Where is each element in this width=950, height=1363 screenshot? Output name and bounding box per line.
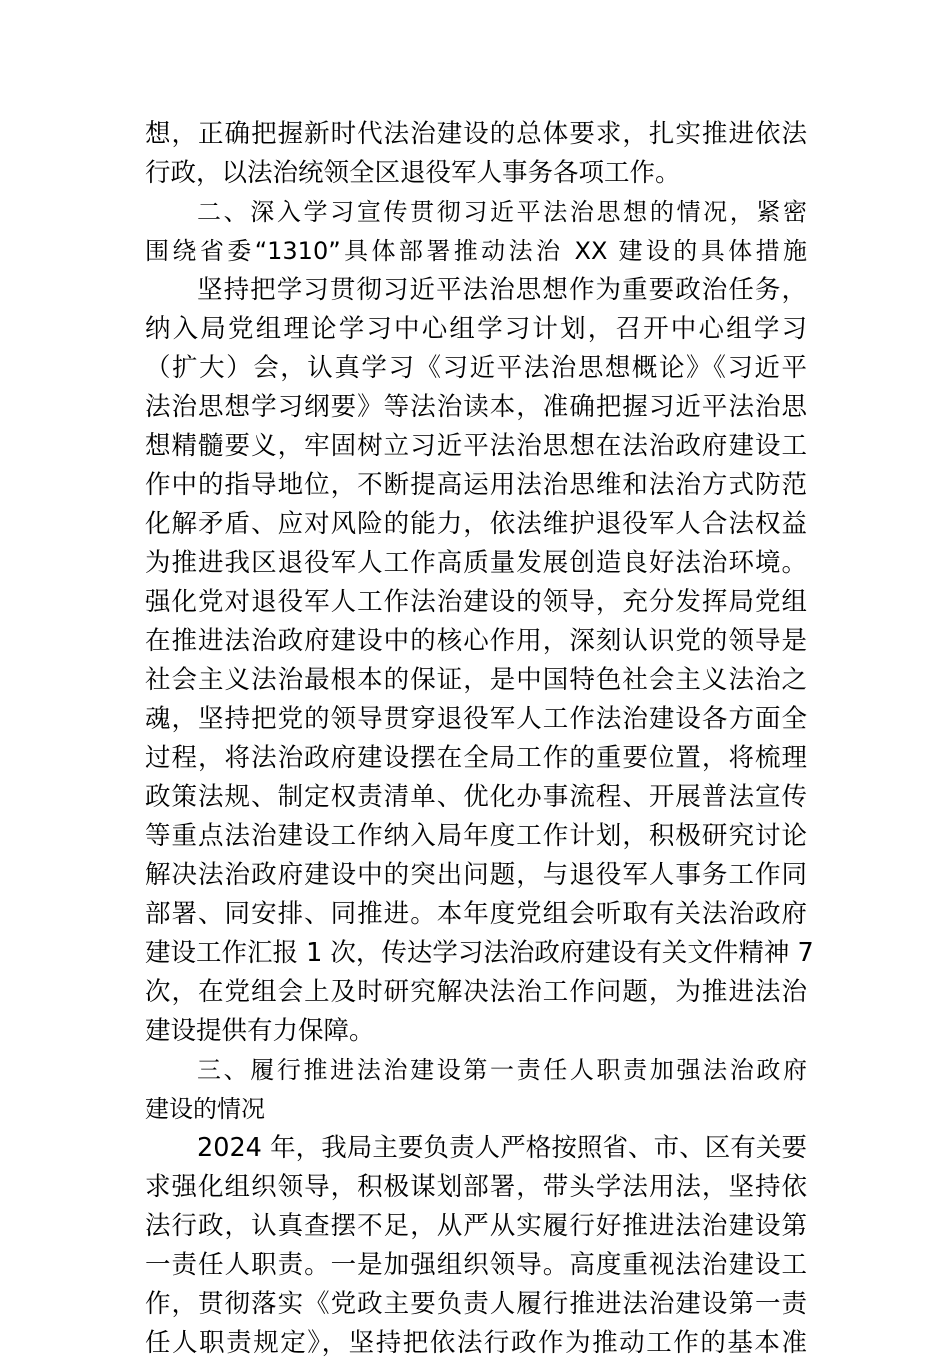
heading-line: 围绕省委“1310”具体部署推动法治 XX 建设的具体措施 bbox=[145, 237, 807, 265]
text-line: 作中的指导地位，不断提高运用法治思维和法治方式防范 bbox=[145, 470, 807, 500]
section-heading-two bbox=[145, 193, 807, 271]
text-line: 过程，将法治政府建设摆在全局工作的重要位置，将梳理 bbox=[145, 743, 807, 773]
text-line: 任人职责规定》，坚持把依法行政作为推动工作的基本准 bbox=[145, 1328, 807, 1358]
text-line: 政策法规、制定权责清单、优化办事流程、开展普法宣传 bbox=[145, 782, 807, 812]
text-line: 想，正确把握新时代法治建设的总体要求，扎实推进依法 bbox=[145, 119, 807, 149]
paragraph-section-three-body bbox=[145, 1129, 807, 1363]
paragraph-continuation bbox=[145, 115, 807, 193]
text-line: （扩大）会，认真学习《习近平法治思想概论》《习近平 bbox=[145, 353, 807, 383]
text-line: 社会主义法治最根本的保证，是中国特色社会主义法治之 bbox=[145, 665, 807, 695]
text-line: 法行政，认真查摆不足，从严从实履行好推进法治建设第 bbox=[145, 1211, 807, 1241]
text-line: 作，贯彻落实《党政主要负责人履行推进法治建设第一责 bbox=[145, 1289, 807, 1319]
text-line: 纳入局党组理论学习中心组学习计划，召开中心组学习 bbox=[145, 314, 807, 344]
text-line: 化解矛盾、应对风险的能力，依法维护退役军人合法权益 bbox=[145, 509, 807, 539]
document-page bbox=[145, 115, 814, 1363]
text-line: 想精髓要义，牢固树立习近平法治思想在法治政府建设工 bbox=[145, 431, 807, 461]
heading-line: 建设的情况 bbox=[145, 1095, 265, 1123]
text-line: 强化党对退役军人工作法治建设的领导，充分发挥局党组 bbox=[145, 587, 807, 617]
text-line: 2024 年，我局主要负责人严格按照省、市、区有关要 bbox=[197, 1133, 807, 1163]
text-line: 为推进我区退役军人工作高质量发展创造良好法治环境。 bbox=[145, 548, 807, 578]
text-line: 法治思想学习纲要》等法治读本，准确把握习近平法治思 bbox=[145, 392, 807, 422]
heading-line: 三、履行推进法治建设第一责任人职责加强法治政府 bbox=[197, 1056, 807, 1084]
text-line: 一责任人职责。一是加强组织领导。高度重视法治建设工 bbox=[145, 1250, 807, 1280]
text-line: 部署、同安排、同推进。本年度党组会听取有关法治政府 bbox=[145, 899, 807, 929]
section-heading-three bbox=[145, 1051, 807, 1129]
paragraph-section-two-body bbox=[145, 271, 814, 1051]
text-line: 求强化组织领导，积极谋划部署，带头学法用法，坚持依 bbox=[145, 1172, 807, 1202]
text-line: 等重点法治建设工作纳入局年度工作计划，积极研究讨论 bbox=[145, 821, 807, 851]
text-line: 行政，以法治统领全区退役军人事务各项工作。 bbox=[145, 158, 681, 188]
text-line: 解决法治政府建设中的突出问题，与退役军人事务工作同 bbox=[145, 860, 807, 890]
text-line: 魂，坚持把党的领导贯穿退役军人工作法治建设各方面全 bbox=[145, 704, 807, 734]
heading-line: 二、深入学习宣传贯彻习近平法治思想的情况，紧密 bbox=[197, 198, 807, 226]
text-line: 在推进法治政府建设中的核心作用，深刻认识党的领导是 bbox=[145, 626, 807, 656]
text-line: 次，在党组会上及时研究解决法治工作问题，为推进法治 bbox=[145, 977, 807, 1007]
text-line: 建设提供有力保障。 bbox=[145, 1016, 375, 1046]
text-line: 坚持把学习贯彻习近平法治思想作为重要政治任务， bbox=[197, 275, 807, 305]
text-line: 建设工作汇报 1 次，传达学习法治政府建设有关文件精神 7 bbox=[145, 938, 814, 968]
